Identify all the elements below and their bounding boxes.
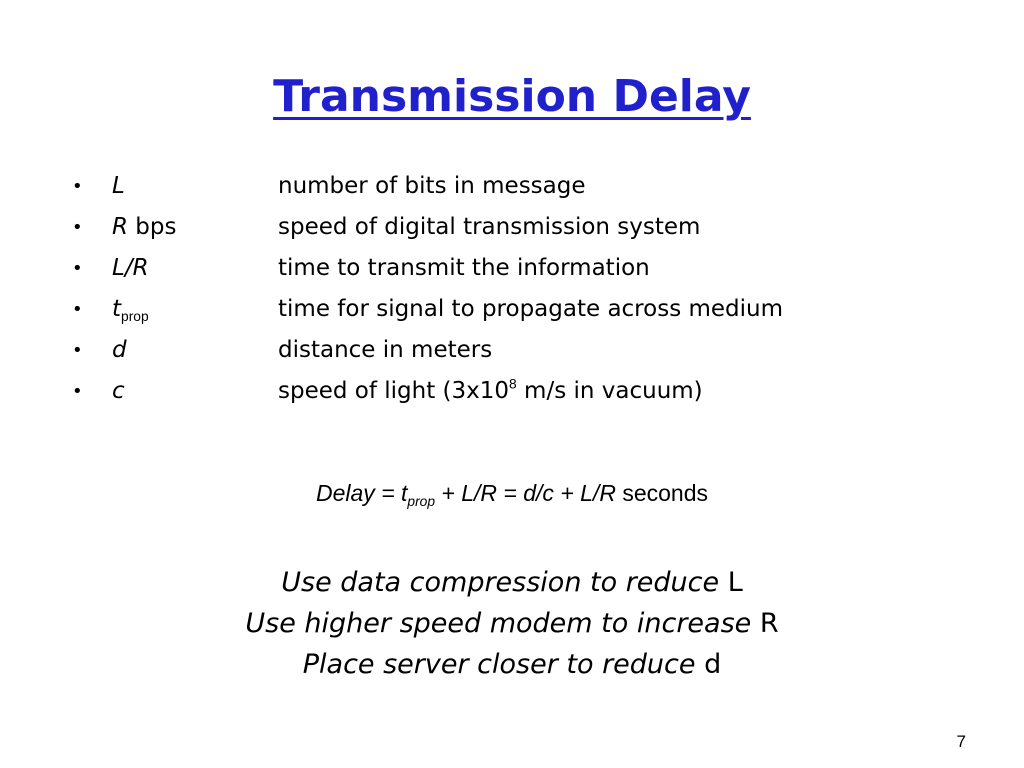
bullet-icon: • — [72, 176, 83, 197]
term-suffix: bps — [127, 214, 177, 240]
tip-variable: L — [727, 567, 743, 598]
tip-line — [0, 603, 1024, 644]
definition: time for signal to propagate across medium — [278, 296, 784, 322]
term-symbol: L/R — [112, 255, 149, 281]
tip-line — [0, 644, 1024, 685]
term-symbol: d — [112, 337, 127, 363]
tip-text: Use higher speed modem to increase — [245, 608, 760, 639]
slide-title — [0, 62, 1024, 132]
bullet-icon: • — [72, 381, 83, 402]
definition: number of bits in message — [278, 173, 586, 199]
definition-text: speed of light (3x10 — [278, 378, 510, 404]
term-symbol: L — [112, 173, 125, 199]
tip-line — [0, 562, 1024, 603]
term — [112, 248, 149, 289]
page-number: 7 — [956, 732, 966, 751]
term — [112, 207, 176, 248]
formula-unit: seconds — [615, 480, 708, 506]
tip-text: Place server closer to reduce — [302, 649, 705, 680]
term — [112, 166, 125, 207]
definition: distance in meters — [278, 337, 493, 363]
definition — [278, 371, 703, 412]
definition: time to transmit the information — [278, 255, 650, 281]
definition: speed of digital transmission system — [278, 214, 701, 240]
bullet-icon: • — [72, 258, 83, 279]
formula-lhs: Delay = t — [316, 480, 408, 506]
delay-formula — [0, 476, 1024, 510]
formula-subscript: prop — [407, 493, 436, 509]
term-symbol: c — [112, 378, 125, 404]
definition-tail: m/s in vacuum) — [516, 378, 703, 404]
term — [112, 330, 127, 371]
bullet-icon: • — [72, 340, 83, 361]
tip-text: Use data compression to reduce — [281, 567, 728, 598]
bullet-icon: • — [72, 217, 83, 238]
term-subscript: prop — [121, 308, 149, 324]
definition-superscript: 8 — [509, 376, 517, 392]
bullet-icon: • — [72, 299, 83, 320]
term-symbol: R — [112, 214, 128, 240]
tip-variable: R — [759, 608, 779, 639]
formula-rhs: + L/R = d/c + L/R — [435, 480, 616, 506]
tip-variable: d — [704, 649, 722, 680]
slide-title-text: Transmission Delay — [273, 71, 751, 122]
term — [112, 371, 125, 412]
tips — [0, 562, 1024, 685]
term — [112, 289, 149, 330]
term-symbol: t — [112, 296, 122, 322]
